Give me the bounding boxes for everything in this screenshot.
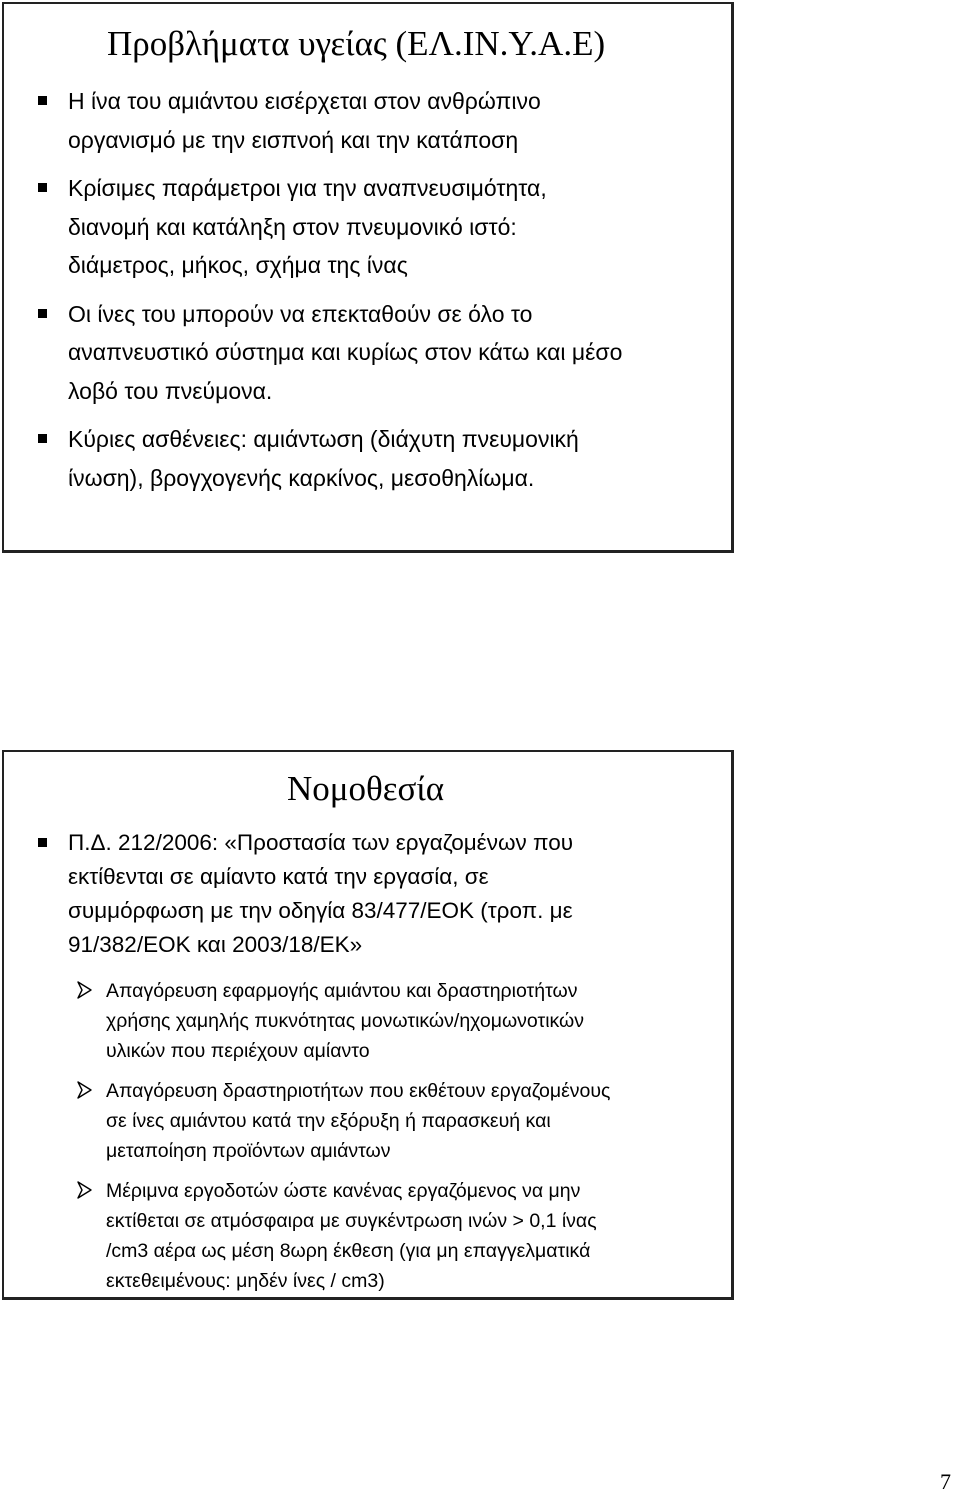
sub-list-item (70, 976, 710, 1066)
list-item (30, 295, 730, 411)
sub-list-item-text: Μέριμνα εργοδοτών ώστε κανένας εργαζόμενος να μην εκτίθεται σε ατμόσφαιρα με συγκέντρωση ινών > 0,1 ίνας /cm3 αέρα ως μέση 8ωρη έκθεση (για μη επαγγελματικά εκτεθειμένους: μηδέν ίνες / cm3) (106, 1180, 597, 1292)
bullet-list (30, 82, 730, 497)
law-reference-text: Π.Δ. 212/2006: «Προστασία των εργαζομένων που εκτίθενται σε αμίαντο κατά την εργασία, σε συμμόρφωση με την οδηγία 83/477/ΕΟΚ (τροπ. με 91/382/ΕΟΚ και 2003/18/ΕΚ» (68, 830, 574, 957)
list-item-text: Οι ίνες του μπορούν να επεκταθούν σε όλο το αναπνευστικό σύστημα και κυρίως στον κάτω και μέσο λοβό του πνεύμονα. (68, 300, 623, 404)
list-item (30, 420, 730, 497)
list-item (30, 169, 730, 285)
slide-health-problems (2, 2, 734, 553)
sub-list-item (70, 1176, 710, 1296)
law-reference (30, 826, 768, 962)
square-bullet-icon (38, 434, 47, 443)
arrowhead-bullet-icon (76, 1080, 94, 1100)
slide-legislation (2, 750, 734, 1300)
sub-list-item-text: Απαγόρευση δραστηριοτήτων που εκθέτουν εργαζομένους σε ίνες αμιάντου κατά την εξόρυξη ή παρασκευή και μεταποίηση προϊόντων αμιάντων (106, 1080, 611, 1162)
sub-bullet-list (70, 976, 710, 1296)
square-bullet-icon (38, 96, 47, 105)
slide-title: Νομοθεσία (287, 769, 445, 808)
list-item (30, 82, 730, 159)
list-item-text: Η ίνα του αμιάντου εισέρχεται στον ανθρώπινο οργανισμό με την εισπνοή και την κατάποση (68, 88, 541, 153)
square-bullet-icon (38, 309, 47, 318)
sub-list-item-text: Απαγόρευση εφαρμογής αμιάντου και δραστηριοτήτων χρήσης χαμηλής πυκνότητας μονωτικών/ηχομωνοτικών υλικών που περιέχουν αμίαντο (106, 980, 585, 1062)
arrowhead-bullet-icon (76, 1180, 94, 1200)
slide-title: Προβλήματα υγείας (ΕΛ.ΙΝ.Υ.Α.Ε) (107, 24, 606, 63)
square-bullet-icon (38, 183, 47, 192)
square-bullet-icon (38, 838, 47, 847)
list-item-text: Κύριες ασθένειες: αμιάντωση (διάχυτη πνευμονική ίνωση), βρογχογενής καρκίνος, μεσοθηλίωμα. (68, 426, 579, 491)
sub-list-item (70, 1076, 710, 1166)
page-number: 7 (940, 1469, 951, 1494)
arrowhead-bullet-icon (76, 980, 94, 1000)
list-item-text: Κρίσιμες παράμετροι για την αναπνευσιμότητα, διανομή και κατάληξη στον πνευμονικό ιστό: διάμετρος, μήκος, σχήμα της ίνας (68, 175, 547, 278)
